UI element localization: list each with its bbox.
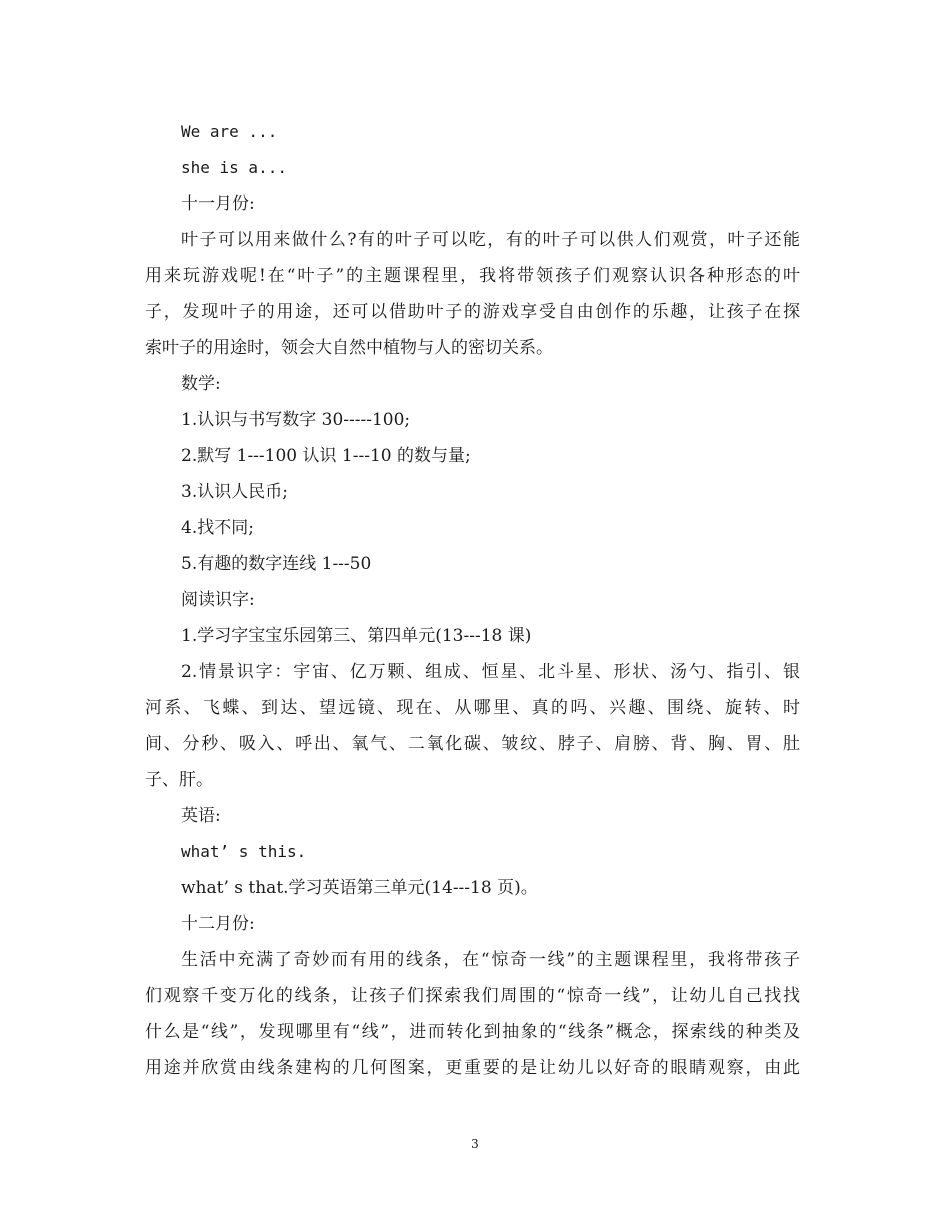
reading-item-1: 1.学习字宝宝乐园第三、第四单元(13---18 课) [181, 626, 532, 646]
math-item-5: 5.有趣的数字连线 1---50 [181, 554, 372, 574]
paragraph-leaves-line-3: 子，发现叶子的用途，还可以借助叶子的游戏享受自由创作的乐趣，让孩子在探 [145, 302, 800, 322]
paragraph-leaves-line-2: 用来玩游戏呢!在“叶子”的主题课程里，我将带领孩子们观察认识各种形态的叶 [145, 266, 800, 286]
english-item-1: what’ s this. [181, 842, 307, 861]
text-line-she-is: she is a... [181, 158, 287, 177]
heading-november: 十一月份: [181, 194, 255, 214]
reading-item-2-line-1: 2.情景识字：宇宙、亿万颗、组成、恒星、北斗星、形状、汤勺、指引、银 [181, 662, 800, 682]
paragraph-lines-line-2: 们观察千变万化的线条，让孩子们探索我们周围的“惊奇一线”，让幼儿自己找找 [145, 986, 800, 1006]
reading-item-2-line-4: 子、肝。 [145, 770, 213, 790]
reading-item-2-line-3: 间、分秒、吸入、呼出、氧气、二氧化碳、皱纹、脖子、肩膀、背、胸、胃、肚 [145, 734, 800, 754]
paragraph-lines-line-1: 生活中充满了奇妙而有用的线条，在“惊奇一线”的主题课程里，我将带孩子 [181, 950, 800, 970]
math-item-3: 3.认识人民币; [181, 482, 288, 502]
paragraph-leaves-line-1: 叶子可以用来做什么?有的叶子可以吃，有的叶子可以供人们观赏，叶子还能 [181, 230, 800, 250]
reading-item-2-line-2: 河系、飞蝶、到达、望远镜、现在、从哪里、真的吗、兴趣、围绕、旋转、时 [145, 698, 800, 718]
math-item-1: 1.认识与书写数字 30-----100; [181, 410, 411, 430]
heading-reading: 阅读识字: [181, 590, 255, 610]
math-item-4: 4.找不同; [181, 518, 254, 538]
paragraph-lines-line-4: 用途并欣赏由线条建构的几何图案，更重要的是让幼儿以好奇的眼睛观察，由此 [145, 1058, 800, 1078]
heading-math: 数学: [181, 374, 221, 394]
page-number: 3 [471, 1137, 479, 1151]
heading-december: 十二月份: [181, 914, 255, 934]
paragraph-leaves-line-4: 索叶子的用途时，领会大自然中植物与人的密切关系。 [145, 338, 553, 358]
english-item-2: what’ s that.学习英语第三单元(14---18 页)。 [181, 878, 538, 898]
text-line-we-are: We are ... [181, 122, 278, 141]
math-item-2: 2.默写 1---100 认识 1---10 的数与量; [181, 446, 471, 466]
paragraph-lines-line-3: 什么是“线”，发现哪里有“线”，进而转化到抽象的“线条”概念，探索线的种类及 [145, 1022, 800, 1042]
heading-english: 英语: [181, 806, 221, 826]
